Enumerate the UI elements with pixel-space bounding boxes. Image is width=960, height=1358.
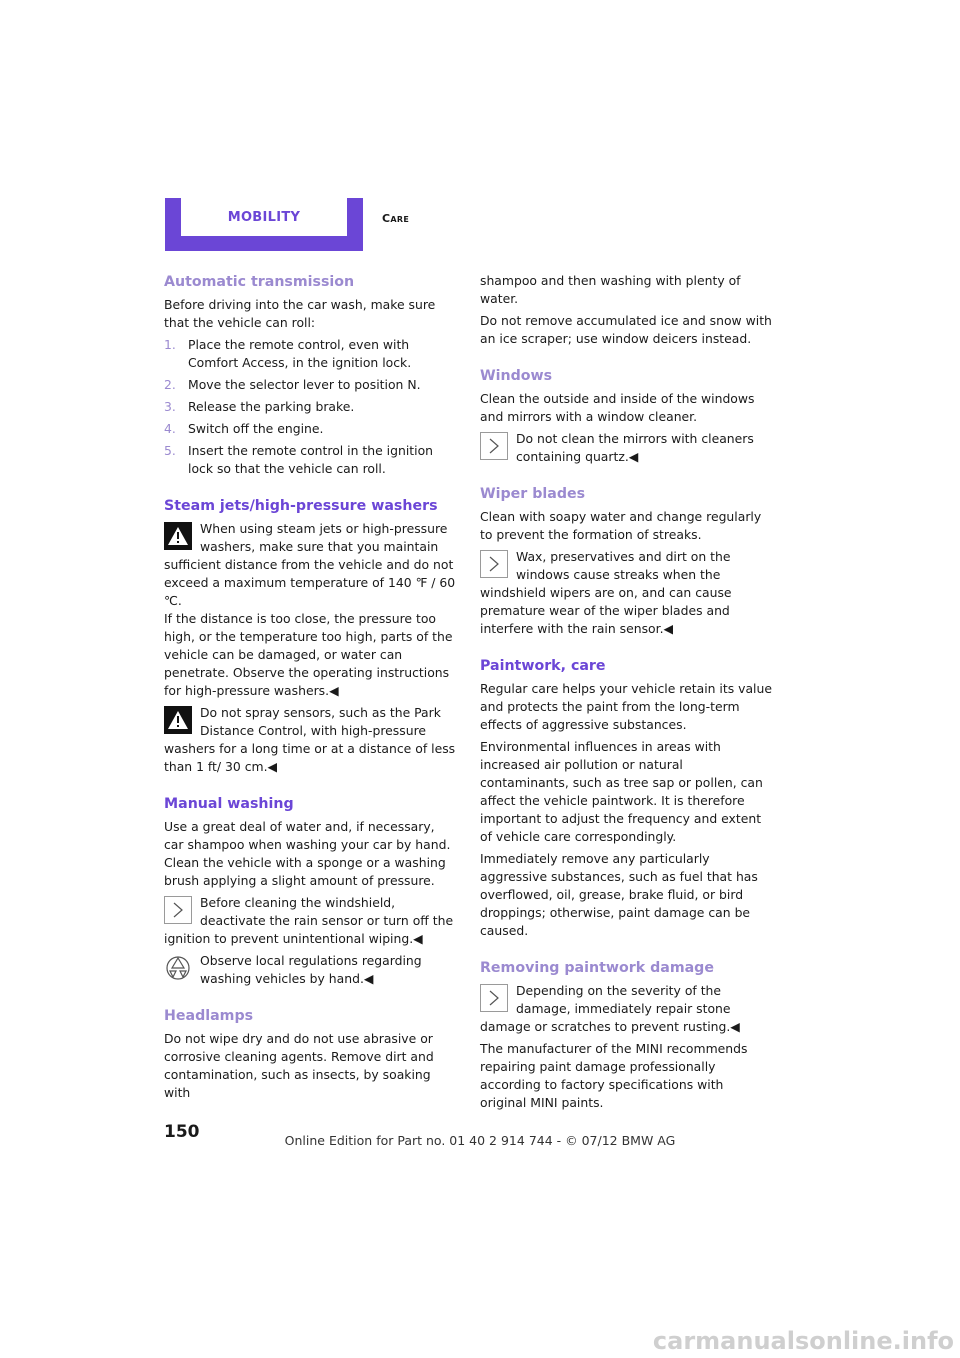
list-item [164, 336, 456, 372]
damage-note [480, 982, 772, 1036]
note-arrow-icon [164, 896, 192, 924]
note-arrow-icon [480, 984, 508, 1012]
heading-headlamps: Headlamps [164, 1008, 254, 1024]
heading-paintwork-care: Paintwork, care [480, 658, 606, 674]
edition-note: Online Edition for Part no. 01 40 2 914 744 - © 07/12 BMW AG [284, 1133, 676, 1148]
note-arrow-icon [480, 432, 508, 460]
heading-removing-paintwork-damage: Removing paintwork damage [480, 960, 714, 976]
manual-washing-body: Use a great deal of water and, if necessary, car shampoo when washing your car by hand. Clean the vehicle with a sponge or a washing brush applying a slight amount of pressure. [164, 819, 451, 888]
wiper-note [480, 548, 772, 638]
manual-washing-note [164, 894, 456, 948]
step-text: Insert the remote control in the ignition lock so that the vehicle can roll. [188, 443, 433, 476]
steam-warning-text-2: If the distance is too close, the pressure too high, or the temperature too high, parts of the vehicle can be damaged, or water can penetrate. Observe the operating instructions for high-pressure washers.◀ [164, 611, 453, 698]
windows-note [480, 430, 772, 466]
paint-body-2: Environmental influences in areas with increased air pollution or natural contaminants, such as tree sap or pollen, can affect the vehicle paintwork. It is therefore important to adjust the frequency and extent of vehicle care correspondingly. [480, 739, 763, 844]
manual-washing-env-text: Observe local regulations regarding washing vehicles by hand.◀ [200, 953, 422, 986]
wiper-body: Clean with soapy water and change regularly to prevent the formation of streaks. [480, 509, 762, 542]
step-number: 4. [164, 421, 176, 436]
ice-note: Do not remove accumulated ice and snow with an ice scraper; use window deicers instead. [480, 313, 772, 346]
warning-triangle-icon [164, 706, 192, 734]
windows-note-text: Do not clean the mirrors with cleaners containing quartz.◀ [516, 431, 754, 464]
steam-warning-1 [164, 520, 456, 700]
windows-body: Clean the outside and inside of the windows and mirrors with a window cleaner. [480, 391, 755, 424]
section-title: Care [382, 212, 410, 225]
page-number: 150 [164, 1122, 200, 1142]
damage-note-text: Depending on the severity of the damage, immediately repair stone damage or scratches to prevent rusting.◀ [480, 983, 740, 1034]
watermark: carmanualsonline.info [652, 1327, 954, 1355]
heading-automatic-transmission: Automatic transmission [164, 274, 355, 290]
step-number: 2. [164, 377, 176, 392]
step-number: 1. [164, 337, 176, 352]
manual-washing-note-text: Before cleaning the windshield, deactivate the rain sensor or turn off the ignition to prevent unintentional wiping.◀ [164, 895, 454, 946]
wiper-note-text: Wax, preservatives and dirt on the windows cause streaks when the windshield wipers are on, and can cause premature wear of the wiper blades and interfere with the rain sensor.◀ [480, 549, 732, 636]
steam-warning-text-3: Do not spray sensors, such as the Park Distance Control, with high-pressure washers for a long time or at a distance of less than 1 ft/ 30 cm.◀ [164, 705, 456, 774]
list-item [164, 398, 456, 416]
chapter-title: MOBILITY [181, 198, 347, 236]
right-column [480, 272, 772, 1116]
steam-warning-2 [164, 704, 456, 776]
list-item [164, 376, 456, 394]
step-number: 5. [164, 443, 176, 458]
heading-steam-jets: Steam jets/high-pressure washers [164, 498, 438, 514]
headlamps-continued: shampoo and then washing with plenty of water. [480, 273, 741, 306]
step-text: Switch off the engine. [188, 421, 324, 436]
headlamps-body: Do not wipe dry and do not use abrasive or corrosive cleaning agents. Remove dirt and contamination, such as insects, by soaking with [164, 1031, 434, 1100]
heading-windows: Windows [480, 368, 553, 384]
left-column [164, 272, 456, 1106]
heading-wiper-blades: Wiper blades [480, 486, 586, 502]
note-arrow-icon [480, 550, 508, 578]
chapter-tab [165, 198, 363, 251]
recycle-icon [164, 954, 192, 982]
list-item [164, 442, 456, 478]
manual-washing-env [164, 952, 456, 988]
step-text: Move the selector lever to position N. [188, 377, 421, 392]
warning-triangle-icon [164, 522, 192, 550]
automatic-intro: Before driving into the car wash, make sure that the vehicle can roll: [164, 297, 436, 330]
paint-body-1: Regular care helps your vehicle retain its value and protects the paint from the long-term effects of aggressive substances. [480, 681, 772, 732]
paint-body-3: Immediately remove any particularly aggressive substances, such as fuel that has overflowed, oil, grease, brake fluid, or bird droppings; otherwise, paint damage can be caused. [480, 851, 758, 938]
step-number: 3. [164, 399, 176, 414]
list-item [164, 420, 456, 438]
damage-body: The manufacturer of the MINI recommends repairing paint damage professionally according to factory specifications with original MINI paints. [480, 1041, 748, 1110]
step-text: Release the parking brake. [188, 399, 355, 414]
heading-manual-washing: Manual washing [164, 796, 294, 812]
steam-warning-text-1: When using steam jets or high-pressure washers, make sure that you maintain sufficient distance from the vehicle and do not exceed a maximum temperature of 140 ℉ / 60 ℃. [164, 521, 456, 608]
automatic-steps [164, 336, 456, 478]
step-text: Place the remote control, even with Comfort Access, in the ignition lock. [188, 337, 412, 370]
